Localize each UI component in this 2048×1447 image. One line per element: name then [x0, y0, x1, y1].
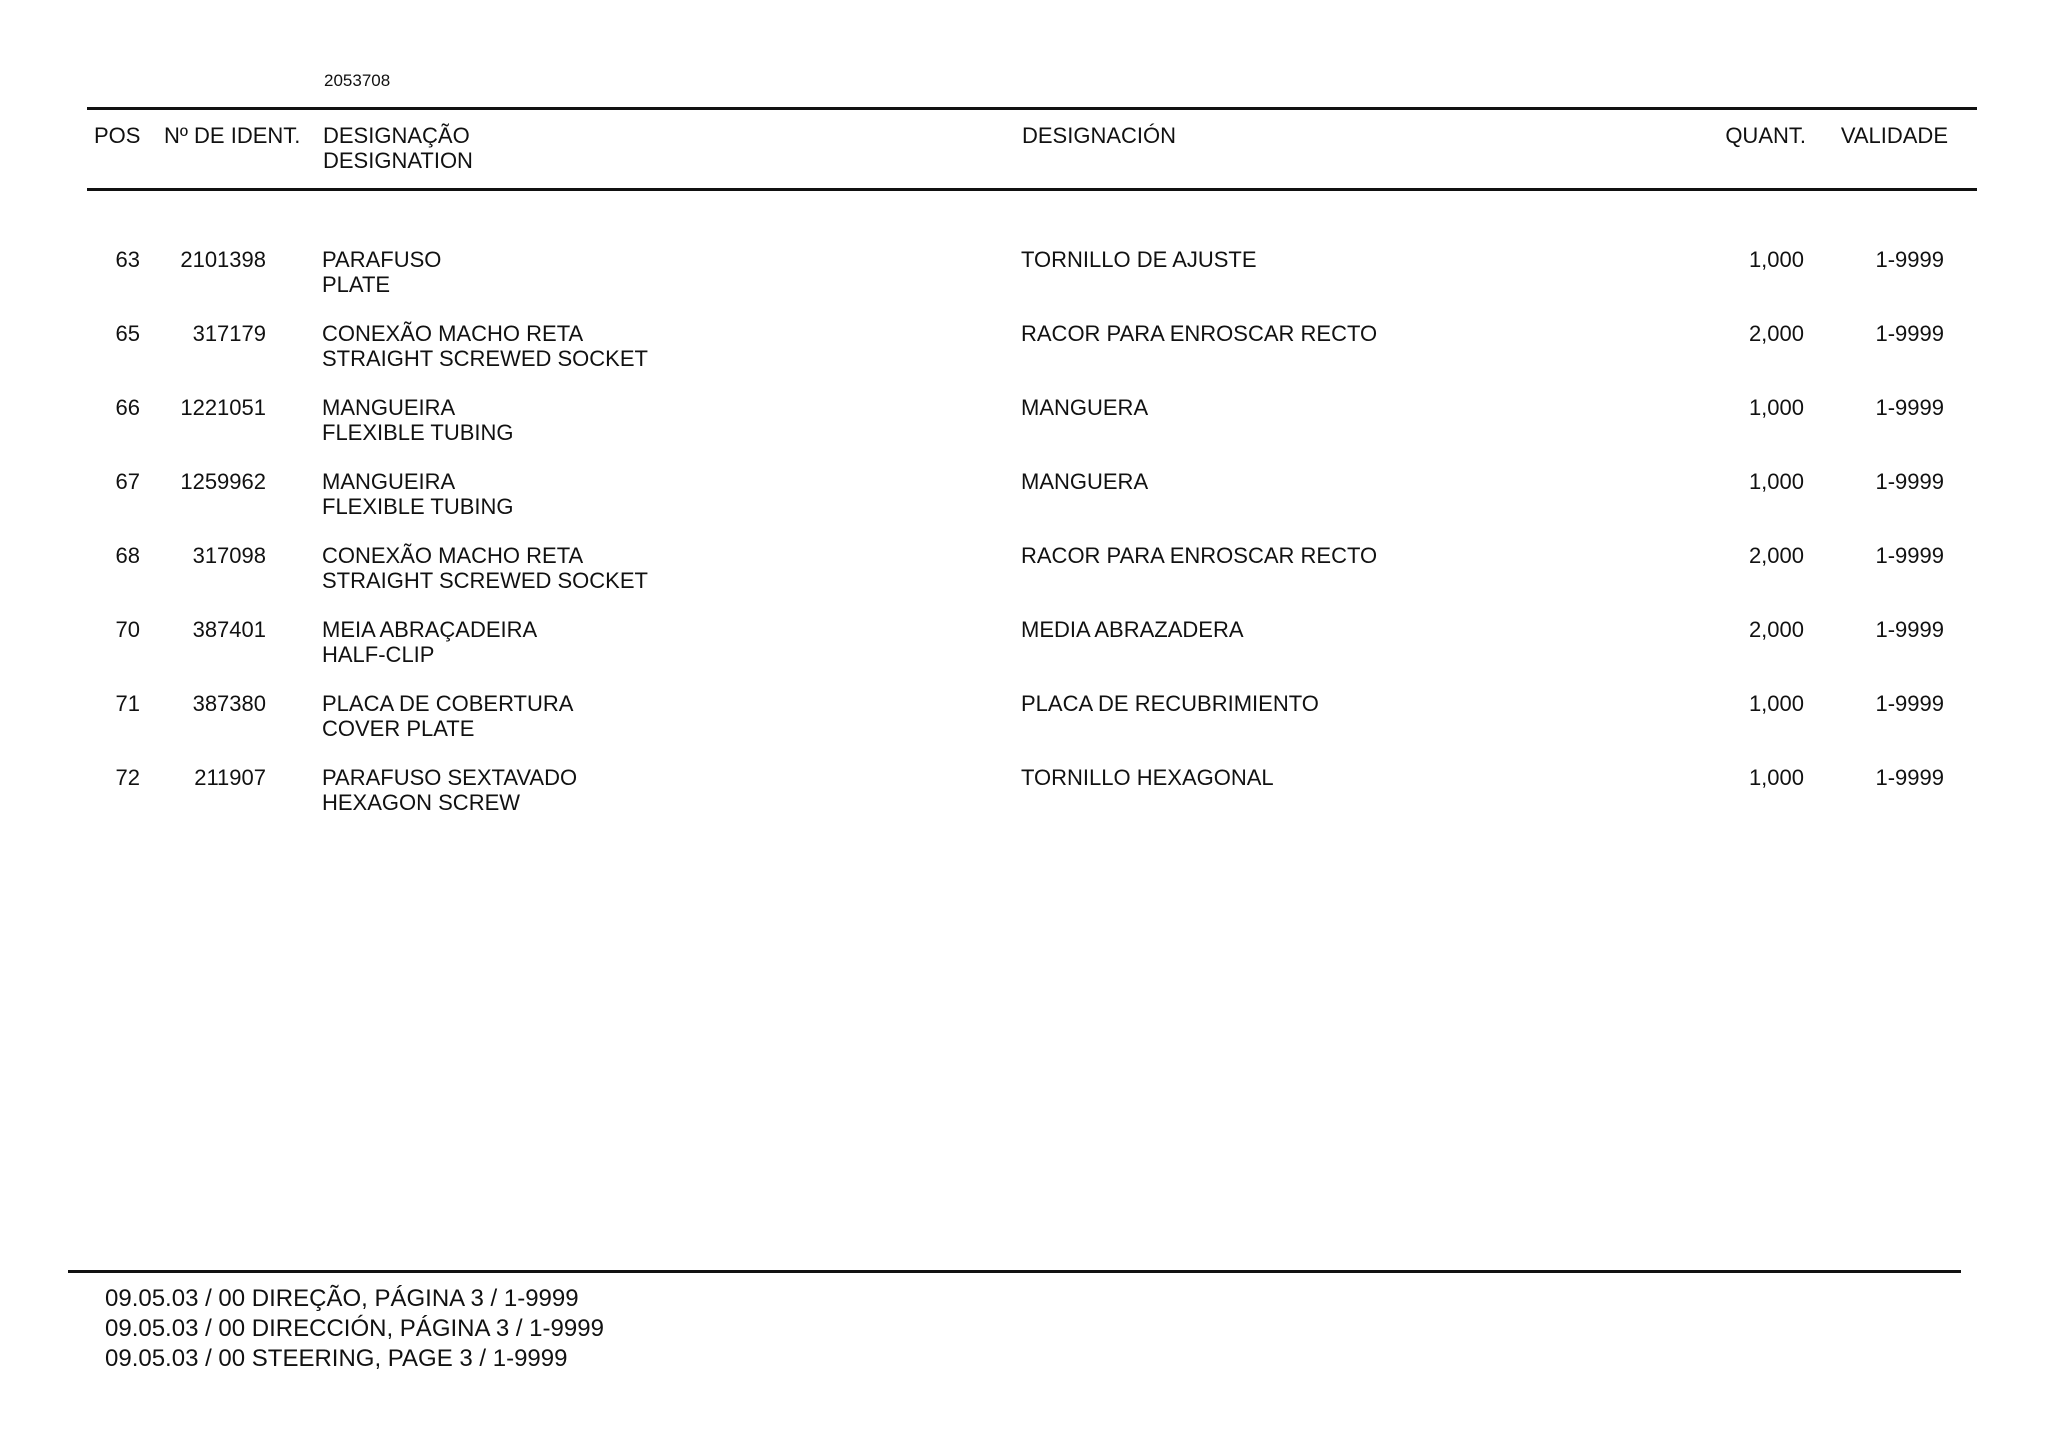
row-pos: 66 [115, 395, 140, 420]
row-validity: 1-9999 [1875, 247, 1944, 272]
row-designation [322, 691, 573, 741]
header-designation-pt: DESIGNAÇÃO [323, 123, 470, 148]
row-designation-es: TORNILLO HEXAGONAL [1021, 765, 1274, 790]
row-designation-en: STRAIGHT SCREWED SOCKET [322, 346, 648, 371]
row-validity: 1-9999 [1875, 395, 1944, 420]
row-ident: 317098 [192, 543, 266, 568]
row-ident: 387401 [192, 617, 266, 642]
row-designation-en: HALF-CLIP [322, 642, 435, 667]
row-quantity: 2,000 [1748, 321, 1804, 346]
row-designation [322, 469, 514, 519]
row-ident: 387380 [192, 691, 266, 716]
page-footer [105, 1284, 604, 1374]
row-designation-en: COVER PLATE [322, 716, 475, 741]
row-pos: 65 [115, 321, 140, 346]
row-validity: 1-9999 [1875, 543, 1944, 568]
row-designation-es: MANGUERA [1021, 395, 1149, 420]
row-quantity: 1,000 [1748, 691, 1804, 716]
row-designation [322, 617, 537, 667]
row-pos: 67 [115, 469, 140, 494]
row-designation [322, 543, 648, 593]
row-designation-pt: MEIA ABRAÇADEIRA [322, 617, 538, 642]
row-pos: 72 [115, 765, 140, 790]
row-quantity: 1,000 [1748, 395, 1804, 420]
row-validity: 1-9999 [1875, 321, 1944, 346]
row-quantity: 2,000 [1748, 617, 1804, 642]
row-quantity: 1,000 [1748, 247, 1804, 272]
row-designation [322, 247, 441, 297]
row-designation [322, 395, 514, 445]
row-designation-en: PLATE [322, 272, 391, 297]
footer-line-pt: 09.05.03 / 00 DIREÇÃO, PÁGINA 3 / 1-9999 [105, 1285, 579, 1312]
header-designation-es: DESIGNACIÓN [1022, 123, 1177, 148]
row-designation-es: MEDIA ABRAZADERA [1021, 617, 1244, 642]
row-designation-es: RACOR PARA ENROSCAR RECTO [1021, 543, 1378, 568]
row-designation-pt: CONEXÃO MACHO RETA [322, 321, 584, 346]
row-pos: 63 [115, 247, 140, 272]
row-designation-en: STRAIGHT SCREWED SOCKET [322, 568, 648, 593]
row-quantity: 1,000 [1748, 469, 1804, 494]
row-designation-pt: PARAFUSO SEXTAVADO [322, 765, 578, 790]
row-validity: 1-9999 [1875, 691, 1944, 716]
document-number: 2053708 [324, 71, 391, 90]
header-bottom-divider [87, 188, 1977, 191]
row-designation [322, 321, 648, 371]
header-top-divider [87, 107, 1977, 110]
header-designation [323, 123, 473, 173]
row-designation-es: PLACA DE RECUBRIMIENTO [1021, 691, 1319, 716]
row-designation-en: FLEXIBLE TUBING [322, 494, 514, 519]
header-designation-en: DESIGNATION [323, 148, 473, 173]
row-designation-es: MANGUERA [1021, 469, 1149, 494]
header-quantity: QUANT. [1725, 123, 1806, 148]
row-designation [322, 765, 577, 815]
row-pos: 68 [115, 543, 140, 568]
row-quantity: 2,000 [1748, 543, 1804, 568]
row-validity: 1-9999 [1875, 765, 1944, 790]
row-ident: 317179 [192, 321, 266, 346]
row-designation-pt: CONEXÃO MACHO RETA [322, 543, 584, 568]
row-designation-pt: PLACA DE COBERTURA [322, 691, 574, 716]
row-designation-es: RACOR PARA ENROSCAR RECTO [1021, 321, 1378, 346]
row-designation-en: HEXAGON SCREW [322, 790, 521, 815]
row-designation-pt: PARAFUSO [322, 247, 442, 272]
row-ident: 1259962 [180, 469, 266, 494]
row-pos: 71 [115, 691, 140, 716]
row-validity: 1-9999 [1875, 617, 1944, 642]
footer-line-en: 09.05.03 / 00 STEERING, PAGE 3 / 1-9999 [105, 1345, 568, 1372]
row-ident: 2101398 [180, 247, 266, 272]
header-validity: VALIDADE [1840, 123, 1948, 148]
row-pos: 70 [115, 617, 140, 642]
header-pos: POS [94, 123, 141, 148]
footer-divider [68, 1270, 1961, 1273]
row-designation-es: TORNILLO DE AJUSTE [1021, 247, 1257, 272]
row-validity: 1-9999 [1875, 469, 1944, 494]
header-ident: Nº DE IDENT. [164, 123, 301, 148]
footer-line-es: 09.05.03 / 00 DIRECCIÓN, PÁGINA 3 / 1-9999 [105, 1315, 604, 1342]
row-ident: 1221051 [180, 395, 266, 420]
row-ident: 211907 [194, 765, 266, 790]
row-designation-pt: MANGUEIRA [322, 395, 456, 420]
row-designation-en: FLEXIBLE TUBING [322, 420, 514, 445]
row-designation-pt: MANGUEIRA [322, 469, 456, 494]
row-quantity: 1,000 [1748, 765, 1804, 790]
